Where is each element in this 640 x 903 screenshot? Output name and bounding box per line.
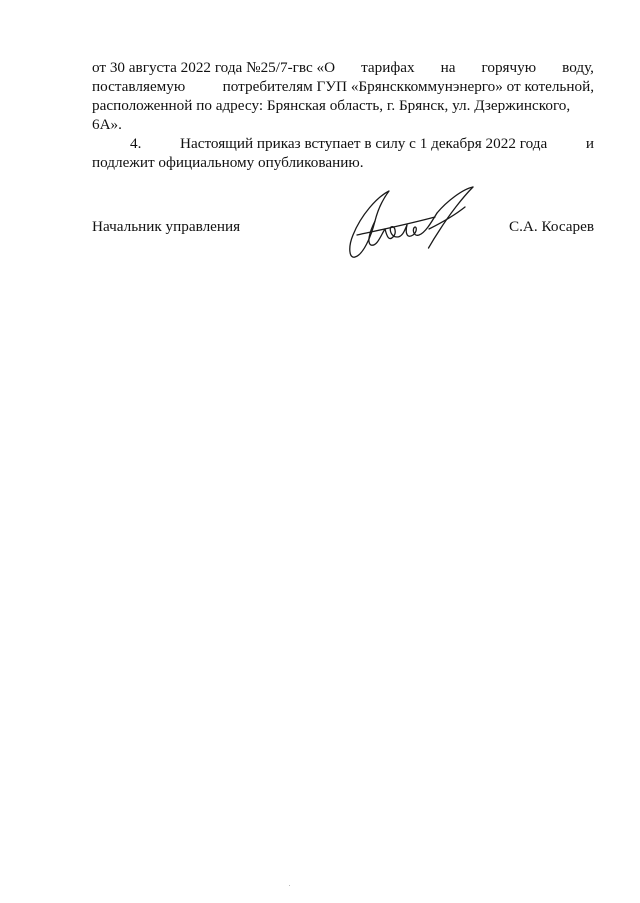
paragraph-1-line-3: расположенной по адресу: Брянская область, г. Брянск, ул. Дзержинского, [92,97,571,114]
scan-speck [289,885,290,886]
order-text [92,58,594,172]
paragraph-1-line-4: 6А». [92,116,122,133]
paragraph-number: 4. [130,135,142,152]
handwritten-signature [345,185,480,265]
paragraph-2-line-1-text [168,134,594,153]
paragraph-1-line-2 [92,77,594,96]
signer-title: Начальник управления [92,218,241,235]
paragraph-2-line-2: подлежит официальному опубликованию. [92,154,364,171]
signer-name: С.А. Косарев [508,218,594,235]
text-fragment: воду, [562,59,594,76]
text-fragment: тарифах [361,59,415,76]
text-fragment: от 30 августа 2022 года №25/7-гвс «О [92,59,336,76]
text-fragment: поставляемую [92,78,186,95]
text-fragment: горячую [481,59,537,76]
text-fragment: и [585,135,594,152]
paragraph-2-line-1 [92,134,594,153]
text-fragment: потребителям ГУП «Брянсккоммунэнерго» от котельной, [222,78,594,95]
text-fragment: на [440,59,456,76]
paragraph-1-line-1 [92,58,594,77]
text-fragment: Настоящий приказ вступает в силу с 1 декабря 2022 года [180,135,548,152]
